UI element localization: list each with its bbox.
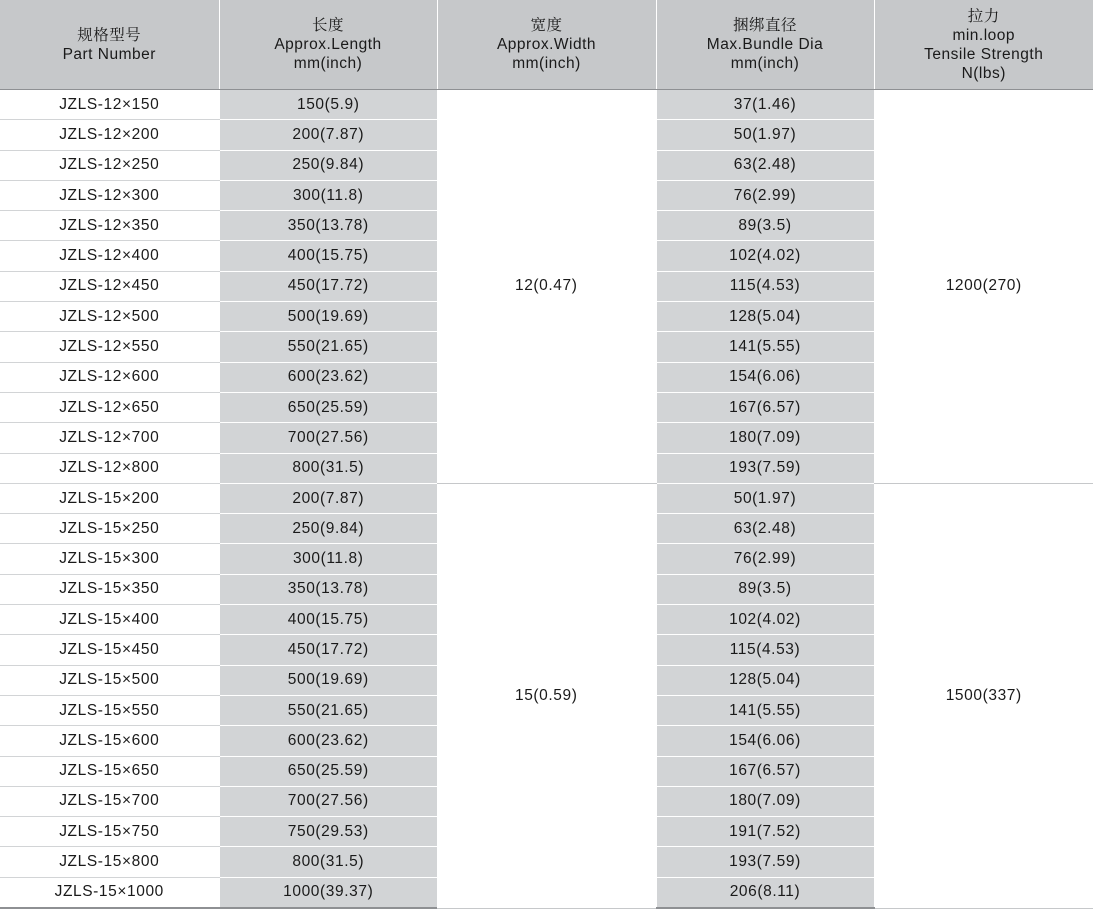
bundle-dia-cell: 167(6.57) — [656, 756, 874, 786]
bundle-dia-cell: 193(7.59) — [656, 453, 874, 483]
length-cell: 350(13.78) — [219, 574, 437, 604]
bundle-dia-cell: 102(4.02) — [656, 241, 874, 271]
header-bundle-zh: 捆绑直径 — [732, 17, 797, 34]
length-cell: 750(29.53) — [219, 817, 437, 847]
length-cell: 500(19.69) — [219, 665, 437, 695]
bundle-dia-cell: 154(6.06) — [656, 726, 874, 756]
bundle-dia-cell: 89(3.5) — [656, 211, 874, 241]
length-cell: 800(31.5) — [219, 453, 437, 483]
header-tensile-zh: 拉力 — [967, 7, 1000, 25]
bundle-dia-cell: 206(8.11) — [656, 877, 874, 908]
length-cell: 300(11.8) — [219, 544, 437, 574]
bundle-dia-cell: 76(2.99) — [656, 180, 874, 210]
header-bundle-en: Max.Bundle Dia — [706, 36, 824, 53]
header-length — [219, 0, 437, 90]
part-number-cell: JZLS-15×300 — [0, 544, 219, 574]
length-cell: 350(13.78) — [219, 211, 437, 241]
header-part-number — [0, 0, 219, 90]
part-number-cell: JZLS-15×400 — [0, 605, 219, 635]
part-number-cell: JZLS-15×800 — [0, 847, 219, 877]
part-number-cell: JZLS-15×500 — [0, 665, 219, 695]
bundle-dia-cell: 102(4.02) — [656, 605, 874, 635]
part-number-cell: JZLS-12×250 — [0, 150, 219, 180]
bundle-dia-cell: 154(6.06) — [656, 362, 874, 392]
length-cell: 200(7.87) — [219, 483, 437, 513]
length-cell: 800(31.5) — [219, 847, 437, 877]
part-number-cell: JZLS-12×300 — [0, 180, 219, 210]
bundle-dia-cell: 180(7.09) — [656, 786, 874, 816]
bundle-dia-cell: 141(5.55) — [656, 695, 874, 725]
header-width-unit: mm(inch) — [512, 55, 581, 72]
part-number-cell: JZLS-12×500 — [0, 302, 219, 332]
length-cell: 700(27.56) — [219, 423, 437, 453]
header-tensile-en1: min.loop — [952, 26, 1016, 44]
header-tensile-en2: Tensile Strength — [924, 45, 1044, 63]
length-cell: 1000(39.37) — [219, 877, 437, 908]
header-part-en: Part Number — [62, 45, 156, 63]
part-number-cell: JZLS-12×400 — [0, 241, 219, 271]
part-number-cell: JZLS-15×700 — [0, 786, 219, 816]
table-header — [0, 0, 1093, 90]
header-width — [437, 0, 656, 90]
length-cell: 700(27.56) — [219, 786, 437, 816]
header-width-zh: 宽度 — [530, 17, 563, 34]
length-cell: 550(21.65) — [219, 332, 437, 362]
width-cell: 12(0.47) — [437, 90, 656, 484]
bundle-dia-cell: 63(2.48) — [656, 514, 874, 544]
header-length-en: Approx.Length — [274, 36, 382, 53]
part-number-cell: JZLS-15×450 — [0, 635, 219, 665]
bundle-dia-cell: 128(5.04) — [656, 665, 874, 695]
header-bundle-dia — [656, 0, 874, 90]
part-number-cell: JZLS-12×200 — [0, 120, 219, 150]
part-number-cell: JZLS-15×200 — [0, 483, 219, 513]
tensile-strength-cell: 1200(270) — [874, 90, 1093, 484]
part-number-cell: JZLS-15×750 — [0, 817, 219, 847]
length-cell: 550(21.65) — [219, 695, 437, 725]
table-row — [0, 483, 1093, 513]
width-cell: 15(0.59) — [437, 483, 656, 908]
length-cell: 450(17.72) — [219, 271, 437, 301]
length-cell: 400(15.75) — [219, 241, 437, 271]
length-cell: 500(19.69) — [219, 302, 437, 332]
header-tensile-unit: N(lbs) — [961, 64, 1006, 82]
header-width-en: Approx.Width — [496, 36, 597, 53]
tensile-strength-cell: 1500(337) — [874, 483, 1093, 908]
table-row — [0, 90, 1093, 120]
part-number-cell: JZLS-12×550 — [0, 332, 219, 362]
table-body — [0, 90, 1093, 909]
length-cell: 650(25.59) — [219, 392, 437, 422]
bundle-dia-cell: 115(4.53) — [656, 271, 874, 301]
length-cell: 150(5.9) — [219, 90, 437, 120]
length-cell: 300(11.8) — [219, 180, 437, 210]
part-number-cell: JZLS-15×650 — [0, 756, 219, 786]
length-cell: 600(23.62) — [219, 726, 437, 756]
length-cell: 250(9.84) — [219, 514, 437, 544]
bundle-dia-cell: 115(4.53) — [656, 635, 874, 665]
bundle-dia-cell: 50(1.97) — [656, 483, 874, 513]
part-number-cell: JZLS-15×1000 — [0, 877, 219, 908]
part-number-cell: JZLS-12×650 — [0, 392, 219, 422]
part-number-cell: JZLS-15×550 — [0, 695, 219, 725]
part-number-cell: JZLS-12×450 — [0, 271, 219, 301]
header-tensile-strength — [874, 0, 1093, 90]
header-length-zh: 长度 — [311, 17, 344, 34]
bundle-dia-cell: 180(7.09) — [656, 423, 874, 453]
length-cell: 400(15.75) — [219, 605, 437, 635]
part-number-cell: JZLS-15×250 — [0, 514, 219, 544]
bundle-dia-cell: 193(7.59) — [656, 847, 874, 877]
bundle-dia-cell: 76(2.99) — [656, 544, 874, 574]
part-number-cell: JZLS-12×700 — [0, 423, 219, 453]
bundle-dia-cell: 167(6.57) — [656, 392, 874, 422]
bundle-dia-cell: 191(7.52) — [656, 817, 874, 847]
length-cell: 450(17.72) — [219, 635, 437, 665]
part-number-cell: JZLS-12×600 — [0, 362, 219, 392]
part-number-cell: JZLS-15×600 — [0, 726, 219, 756]
length-cell: 250(9.84) — [219, 150, 437, 180]
length-cell: 200(7.87) — [219, 120, 437, 150]
length-cell: 650(25.59) — [219, 756, 437, 786]
part-number-cell: JZLS-12×800 — [0, 453, 219, 483]
bundle-dia-cell: 89(3.5) — [656, 574, 874, 604]
part-number-cell: JZLS-15×350 — [0, 574, 219, 604]
length-cell: 600(23.62) — [219, 362, 437, 392]
bundle-dia-cell: 63(2.48) — [656, 150, 874, 180]
part-number-cell: JZLS-12×150 — [0, 90, 219, 120]
header-row — [0, 0, 1093, 90]
header-part-zh: 规格型号 — [77, 26, 142, 44]
bundle-dia-cell: 128(5.04) — [656, 302, 874, 332]
part-number-cell: JZLS-12×350 — [0, 211, 219, 241]
bundle-dia-cell: 141(5.55) — [656, 332, 874, 362]
bundle-dia-cell: 37(1.46) — [656, 90, 874, 120]
header-length-unit: mm(inch) — [293, 55, 363, 72]
header-bundle-unit: mm(inch) — [730, 55, 800, 72]
bundle-dia-cell: 50(1.97) — [656, 120, 874, 150]
